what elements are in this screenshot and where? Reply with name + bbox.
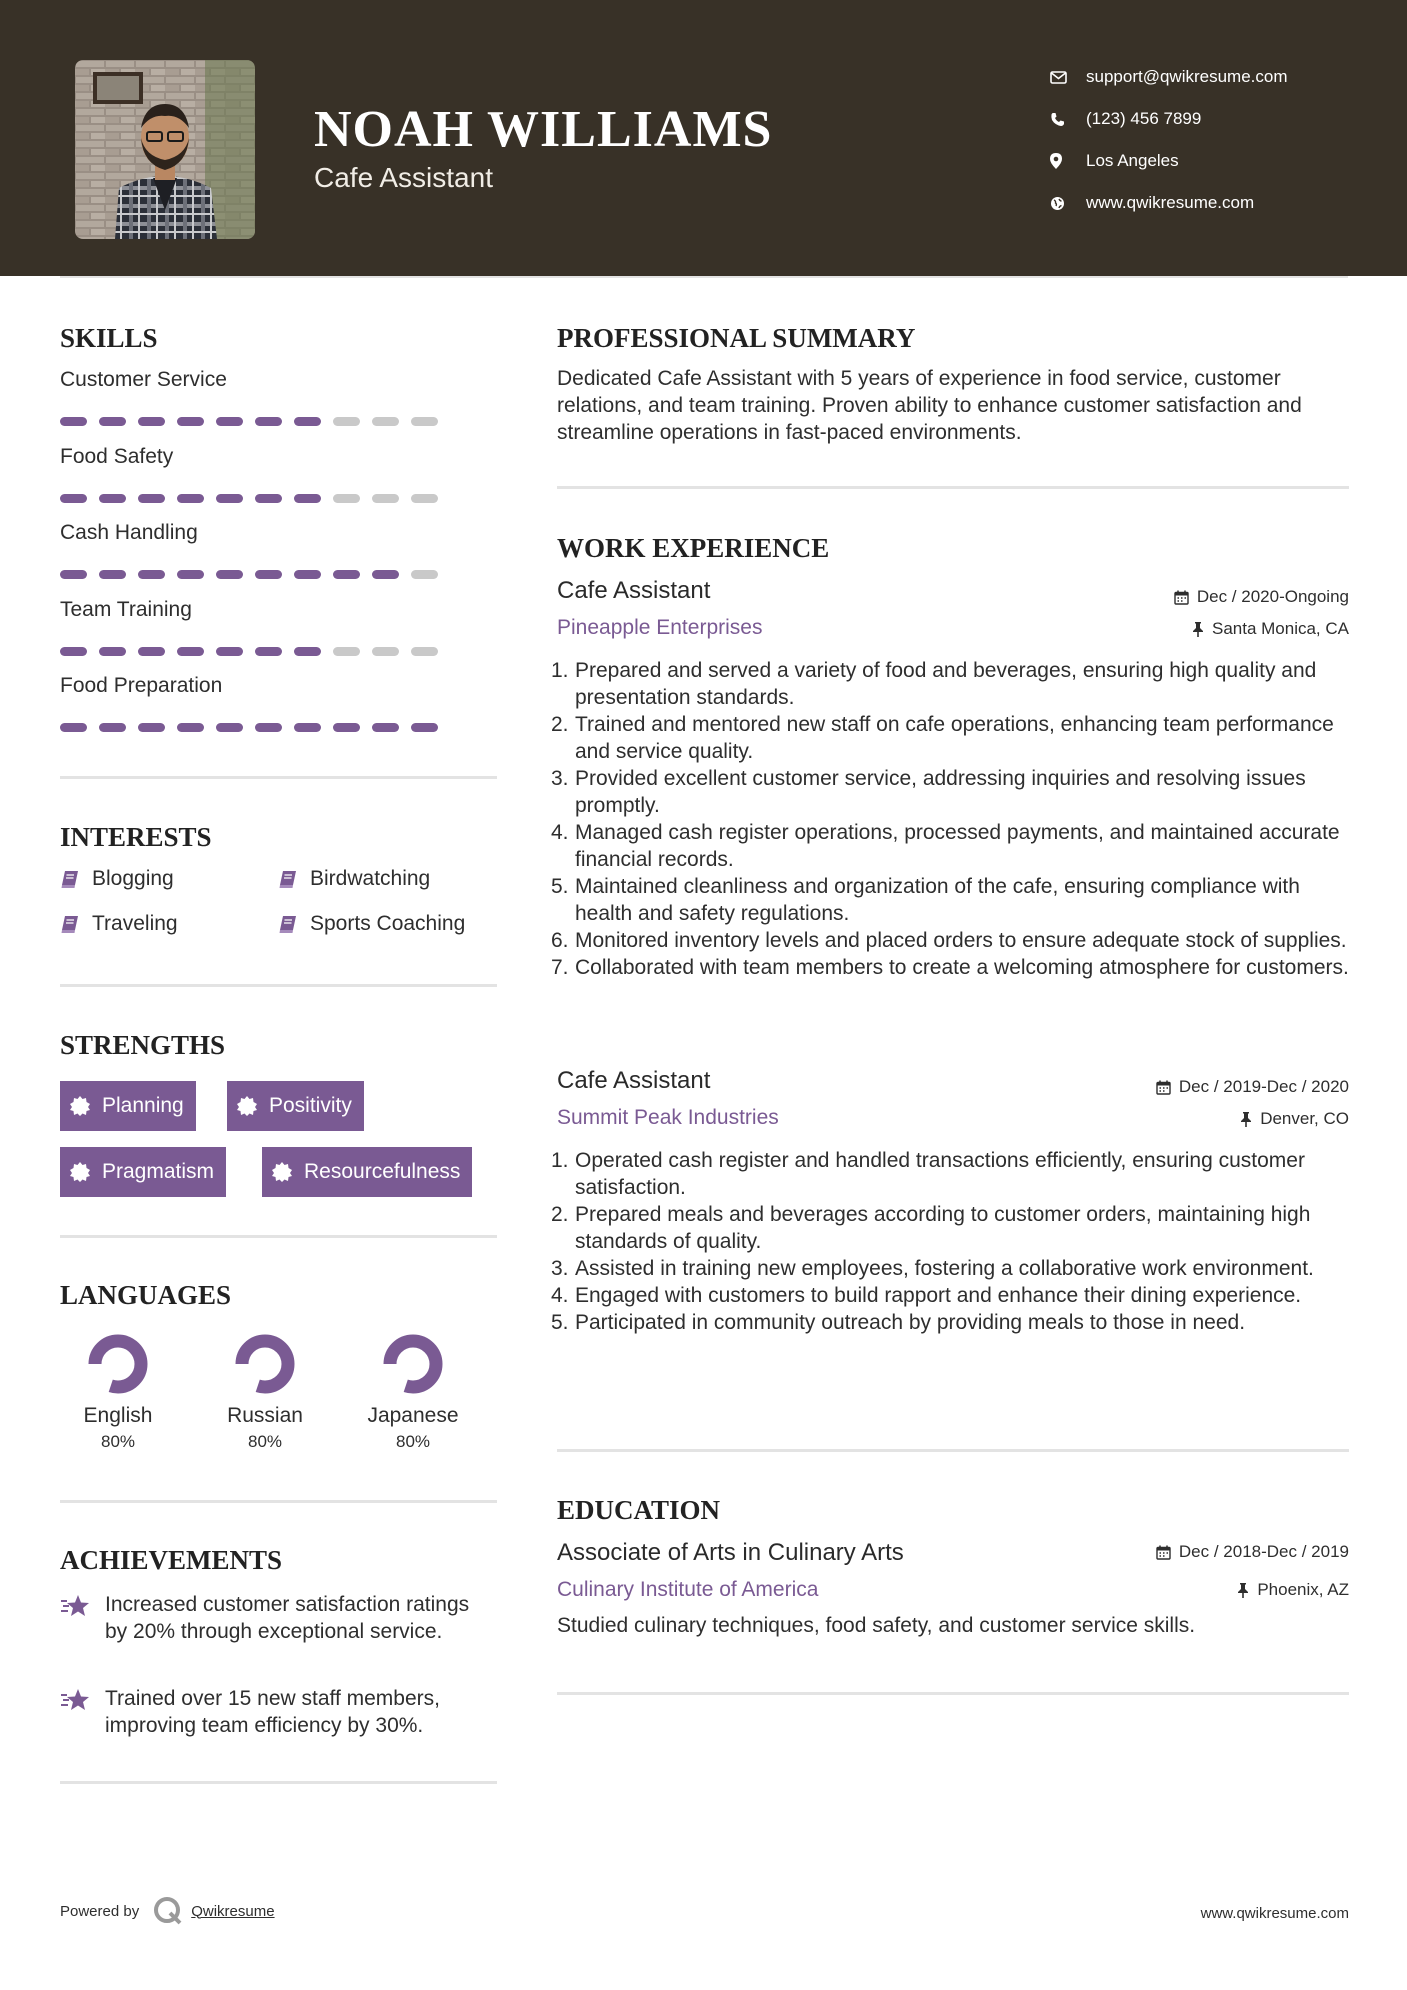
job-bullet: 4. Engaged with customers to build rapport and enhance their dining experience. — [551, 1284, 1302, 1307]
company-name: Summit Peak Industries — [557, 1106, 779, 1129]
skill-level-segment — [294, 417, 321, 426]
language-item — [205, 1330, 325, 1452]
skill-name: Food Preparation — [60, 674, 223, 697]
company-name: Pineapple Enterprises — [557, 616, 763, 639]
book-icon — [60, 869, 80, 889]
calendar-icon — [1174, 590, 1189, 605]
section-divider — [60, 1781, 497, 1784]
achievement-item: Trained over 15 new staff members, improving team efficiency by 30%. — [60, 1685, 497, 1739]
education-location: Phoenix, AZ — [1237, 1580, 1349, 1600]
section-divider — [60, 1235, 497, 1238]
interest-item: Blogging — [60, 867, 174, 891]
language-level-ring — [379, 1330, 447, 1398]
header-underline — [60, 276, 1348, 278]
skill-level-segment — [372, 570, 399, 579]
strength-tag: Positivity — [227, 1081, 364, 1131]
language-level: 80% — [395, 1432, 431, 1451]
skill-level-segment — [60, 570, 87, 579]
skill-level-segment — [411, 723, 438, 732]
calendar-icon — [1156, 1545, 1171, 1560]
job-date: Dec / 2019-Dec / 2020 — [1156, 1077, 1349, 1097]
skill-level-segment — [411, 647, 438, 656]
map-pin-icon — [1050, 153, 1080, 169]
skill-level-bar — [60, 494, 440, 504]
skill-level-segment — [99, 494, 126, 503]
contact-location: Los Angeles — [1050, 140, 1380, 182]
section-divider — [60, 1500, 497, 1503]
phone-icon — [1050, 112, 1080, 127]
skill-level-segment — [216, 570, 243, 579]
skill-level-segment — [255, 570, 282, 579]
job-bullet: 1. Prepared and served a variety of food and beverages, ensuring high quality and presentation standards. — [551, 659, 1317, 709]
language-name: English — [83, 1404, 153, 1427]
skill-level-segment — [60, 647, 87, 656]
pushpin-icon — [1192, 622, 1204, 637]
education-date: Dec / 2018-Dec / 2019 — [1156, 1542, 1349, 1562]
section-divider — [557, 1449, 1349, 1452]
degree-title: Associate of Arts in Culinary Arts — [557, 1539, 904, 1566]
language-name: Russian — [227, 1404, 303, 1427]
resume-header — [0, 0, 1407, 276]
language-name: Japanese — [367, 1404, 459, 1427]
skill-level-segment — [372, 647, 399, 656]
skill-name: Cash Handling — [60, 521, 198, 544]
skill-level-segment — [255, 494, 282, 503]
star-icon — [60, 1685, 105, 1739]
badge-icon — [272, 1162, 292, 1182]
footer-website[interactable]: www.qwikresume.com — [1200, 1905, 1349, 1922]
job-location: Denver, CO — [1240, 1109, 1349, 1129]
skill-level-segment — [177, 647, 204, 656]
section-divider — [60, 776, 497, 779]
book-icon — [278, 914, 298, 934]
job-bullet: 5. Maintained cleanliness and organization of the cafe, ensuring compliance with health and safety regulations. — [551, 875, 1300, 925]
calendar-icon — [1156, 1080, 1171, 1095]
language-level: 80% — [247, 1432, 283, 1451]
language-item — [353, 1330, 473, 1452]
job-location: Santa Monica, CA — [1192, 619, 1349, 639]
education-description: Studied culinary techniques, food safety, and customer service skills. — [557, 1614, 1196, 1637]
skill-level-segment — [138, 417, 165, 426]
skill-level-segment — [372, 417, 399, 426]
envelope-icon — [1050, 71, 1080, 84]
skill-level-segment — [177, 570, 204, 579]
skill-level-segment — [138, 570, 165, 579]
skill-level-segment — [255, 417, 282, 426]
badge-icon — [237, 1096, 257, 1116]
skill-level-segment — [333, 494, 360, 503]
skill-level-segment — [411, 494, 438, 503]
languages-title: LANGUAGES — [60, 1280, 232, 1310]
skill-level-segment — [216, 494, 243, 503]
skill-level-bar — [60, 647, 440, 657]
profile-photo — [75, 60, 255, 239]
qwikresume-link[interactable]: Qwikresume — [191, 1902, 275, 1920]
book-icon — [60, 914, 80, 934]
skill-level-segment — [372, 494, 399, 503]
skill-level-segment — [294, 647, 321, 656]
skill-level-segment — [99, 417, 126, 426]
skill-level-segment — [177, 417, 204, 426]
skill-level-bar — [60, 723, 440, 733]
skill-level-bar — [60, 570, 440, 580]
skill-level-segment — [99, 570, 126, 579]
book-icon — [278, 869, 298, 889]
skill-level-segment — [255, 723, 282, 732]
interests-title: INTERESTS — [60, 822, 212, 852]
interest-item: Birdwatching — [278, 867, 430, 891]
language-level-ring — [231, 1330, 299, 1398]
contact-email[interactable]: support@qwikresume.com — [1050, 56, 1380, 98]
job-bullets — [551, 657, 1349, 981]
star-icon — [60, 1591, 105, 1645]
section-divider — [557, 486, 1349, 489]
skill-level-segment — [216, 417, 243, 426]
skill-level-segment — [255, 647, 282, 656]
skill-name: Customer Service — [60, 368, 227, 391]
language-item — [58, 1330, 178, 1452]
job-bullets — [551, 1147, 1349, 1336]
skill-level-segment — [333, 417, 360, 426]
badge-icon — [70, 1162, 90, 1182]
skill-level-segment — [333, 647, 360, 656]
job-date: Dec / 2020-Ongoing — [1174, 587, 1349, 607]
job-bullet: 4. Managed cash register operations, processed payments, and maintained accurate financial records. — [551, 821, 1340, 871]
skill-level-bar — [60, 417, 440, 427]
contact-website[interactable]: www.qwikresume.com — [1050, 182, 1380, 224]
strengths-title: STRENGTHS — [60, 1030, 226, 1060]
strength-tag: Planning — [60, 1081, 196, 1131]
language-level-ring — [84, 1330, 152, 1398]
skills-title: SKILLS — [60, 323, 158, 353]
candidate-name: NOAH WILLIAMS — [314, 101, 773, 158]
skill-level-segment — [411, 417, 438, 426]
job-bullet: 6. Monitored inventory levels and placed orders to ensure adequate stock of supplies. — [551, 929, 1347, 952]
skill-level-segment — [138, 494, 165, 503]
skill-level-segment — [99, 647, 126, 656]
skill-level-segment — [138, 723, 165, 732]
skill-level-segment — [138, 647, 165, 656]
job-title: Cafe Assistant — [557, 577, 711, 604]
job-title: Cafe Assistant — [557, 1067, 711, 1094]
skill-level-segment — [411, 570, 438, 579]
achievements-title: ACHIEVEMENTS — [60, 1545, 283, 1575]
qwikresume-logo-icon — [153, 1896, 183, 1926]
job-bullet: 2. Trained and mentored new staff on cafe operations, enhancing team performance and service quality. — [551, 713, 1334, 763]
skill-level-segment — [294, 494, 321, 503]
section-divider — [60, 984, 497, 987]
summary-title: PROFESSIONAL SUMMARY — [557, 323, 916, 353]
job-bullet: 3. Assisted in training new employees, fostering a collaborative work environment. — [551, 1257, 1314, 1280]
badge-icon — [70, 1096, 90, 1116]
section-divider — [557, 1692, 1349, 1695]
skill-name: Team Training — [60, 597, 192, 621]
skill-level-segment — [372, 723, 399, 732]
summary-text: Dedicated Cafe Assistant with 5 years of experience in food service, customer relations, and team training. Proven ability to enhance customer satisfaction and streamline operations in fast-paced environments. — [557, 367, 1302, 444]
skill-level-segment — [294, 723, 321, 732]
skill-level-segment — [294, 570, 321, 579]
candidate-role: Cafe Assistant — [314, 162, 493, 193]
skill-level-segment — [177, 723, 204, 732]
pushpin-icon — [1237, 1583, 1249, 1598]
school-name: Culinary Institute of America — [557, 1578, 819, 1601]
job-bullet: 2. Prepared meals and beverages according to customer orders, maintaining high standards of quality. — [551, 1203, 1311, 1253]
education-title: EDUCATION — [557, 1495, 721, 1525]
skill-level-segment — [60, 494, 87, 503]
interest-item: Sports Coaching — [278, 912, 465, 936]
strength-tag: Resourcefulness — [262, 1147, 472, 1197]
skill-level-segment — [60, 723, 87, 732]
achievement-item: Increased customer satisfaction ratings by 20% through exceptional service. — [60, 1591, 497, 1645]
job-bullet: 3. Provided excellent customer service, addressing inquiries and resolving issues promptly. — [551, 767, 1306, 817]
contact-list — [1050, 56, 1380, 224]
experience-title: WORK EXPERIENCE — [557, 533, 830, 563]
skill-level-segment — [99, 723, 126, 732]
skill-level-segment — [333, 723, 360, 732]
strength-tag: Pragmatism — [60, 1147, 226, 1197]
job-bullet: 1. Operated cash register and handled transactions efficiently, ensuring customer satisfaction. — [551, 1149, 1305, 1199]
contact-phone[interactable]: (123) 456 7899 — [1050, 98, 1380, 140]
language-level: 80% — [100, 1432, 136, 1451]
skill-name: Food Safety — [60, 444, 174, 468]
skill-level-segment — [60, 417, 87, 426]
interest-item: Traveling — [60, 912, 178, 936]
skill-level-segment — [333, 570, 360, 579]
pushpin-icon — [1240, 1112, 1252, 1127]
skill-level-segment — [177, 494, 204, 503]
globe-icon — [1050, 196, 1080, 211]
skill-level-segment — [216, 723, 243, 732]
skill-level-segment — [216, 647, 243, 656]
job-bullet: 7. Collaborated with team members to create a welcoming atmosphere for customers. — [551, 956, 1349, 979]
footer-powered-by: Powered by Qwikresume — [60, 1896, 275, 1926]
job-bullet: 5. Participated in community outreach by providing meals to those in need. — [551, 1311, 1246, 1334]
